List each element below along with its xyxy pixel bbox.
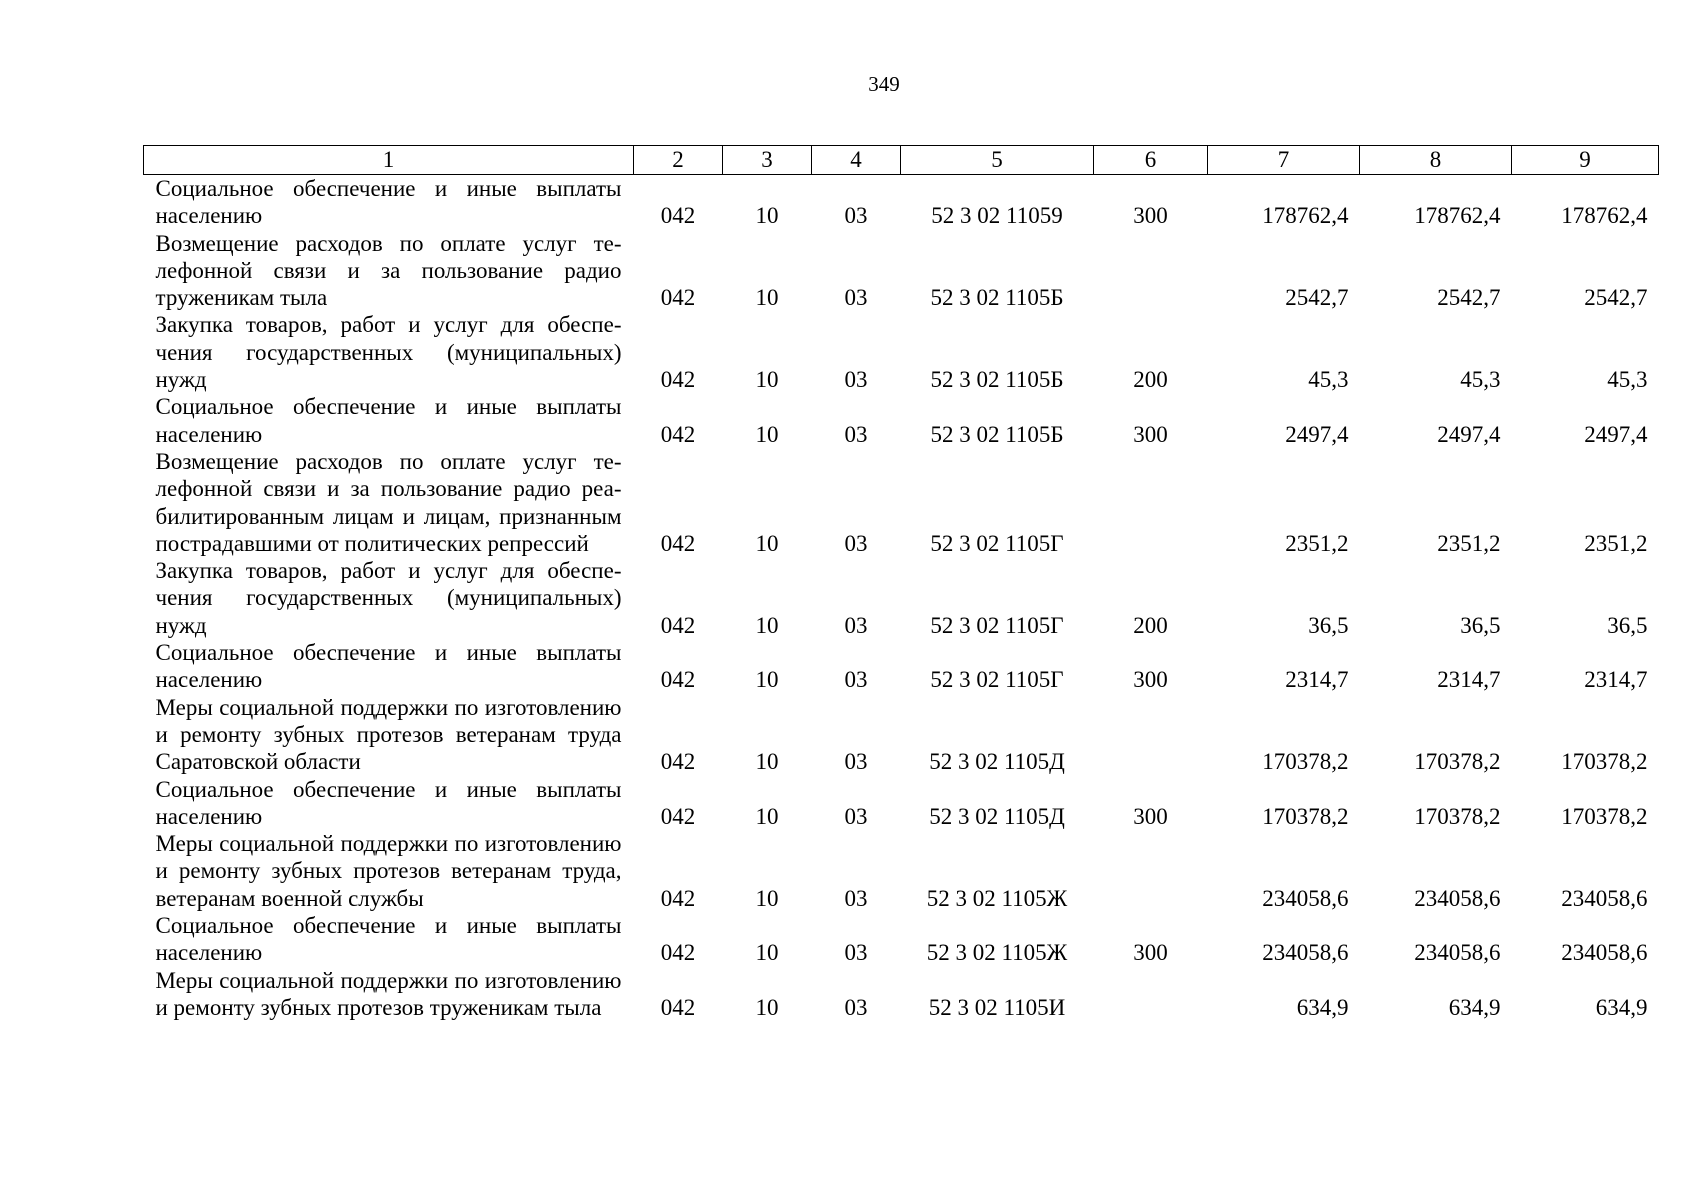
sum-year-2: 234058,6 bbox=[1414, 885, 1501, 911]
target-code: 52 3 02 1105Б bbox=[930, 367, 1064, 393]
admin-code: 042 bbox=[660, 885, 696, 911]
target-code: 52 3 02 1105Д bbox=[929, 749, 1065, 775]
subsection-code: 03 bbox=[844, 530, 868, 556]
subsection-code: 03 bbox=[844, 367, 868, 393]
sum-year-2: 2542,7 bbox=[1437, 285, 1501, 311]
sum-year-1: 234058,6 bbox=[1262, 940, 1349, 966]
expense-name: Меры социальной поддержки по изготовлению и ремонту зубных протезов ветеранам труда, ветеранам военной службы bbox=[155, 831, 622, 911]
table-row bbox=[144, 694, 1659, 776]
sum-year-2: 45,3 bbox=[1460, 367, 1501, 393]
header-col-6: 6 bbox=[1094, 146, 1208, 175]
sum-year-3: 234058,6 bbox=[1561, 885, 1648, 911]
sum-year-1: 178762,4 bbox=[1262, 203, 1349, 229]
target-code: 52 3 02 1105Ж bbox=[926, 885, 1068, 911]
table-row bbox=[144, 776, 1659, 831]
target-code: 52 3 02 1105Г bbox=[930, 530, 1064, 556]
expense-type-code: 300 bbox=[1133, 667, 1168, 693]
sum-year-3: 634,9 bbox=[1595, 994, 1648, 1020]
sum-year-2: 2497,4 bbox=[1437, 421, 1501, 447]
header-col-1: 1 bbox=[144, 146, 634, 175]
header-col-5: 5 bbox=[901, 146, 1094, 175]
sum-year-3: 2314,7 bbox=[1584, 667, 1648, 693]
sum-year-3: 36,5 bbox=[1607, 612, 1648, 638]
expense-type-code: 200 bbox=[1133, 367, 1168, 393]
target-code: 52 3 02 1105Г bbox=[930, 667, 1064, 693]
admin-code: 042 bbox=[660, 803, 696, 829]
expense-type-code bbox=[1094, 448, 1208, 557]
table-row bbox=[144, 393, 1659, 448]
subsection-code: 03 bbox=[844, 203, 868, 229]
expense-name: Возмещение расходов по оплате услуг телефонной связи и за пользование радио реабилитированным лицам и лицам, признанным пострадавшими от политических репрессий bbox=[155, 448, 622, 556]
sum-year-3: 45,3 bbox=[1607, 367, 1648, 393]
sum-year-2: 170378,2 bbox=[1414, 749, 1501, 775]
sum-year-1: 2497,4 bbox=[1285, 421, 1349, 447]
sum-year-3: 170378,2 bbox=[1561, 749, 1648, 775]
sum-year-2: 36,5 bbox=[1460, 612, 1501, 638]
target-code: 52 3 02 1105Б bbox=[930, 285, 1064, 311]
expense-type-code bbox=[1094, 830, 1208, 912]
subsection-code: 03 bbox=[844, 421, 868, 447]
page-number: 349 bbox=[868, 72, 900, 96]
sum-year-1: 234058,6 bbox=[1262, 885, 1349, 911]
expense-type-code: 200 bbox=[1133, 612, 1168, 638]
section-code: 10 bbox=[755, 885, 779, 911]
sum-year-1: 634,9 bbox=[1296, 994, 1349, 1020]
table-row bbox=[144, 912, 1659, 967]
sum-year-2: 2314,7 bbox=[1437, 667, 1501, 693]
sum-year-1: 2314,7 bbox=[1285, 667, 1349, 693]
table-row bbox=[144, 311, 1659, 393]
expense-name: Меры социальной поддержки по изготовлению и ремонту зубных протезов труженикам тыла bbox=[155, 967, 622, 1020]
section-code: 10 bbox=[755, 667, 779, 693]
target-code: 52 3 02 1105Ж bbox=[926, 940, 1068, 966]
subsection-code: 03 bbox=[844, 994, 868, 1020]
admin-code: 042 bbox=[660, 285, 696, 311]
subsection-code: 03 bbox=[844, 803, 868, 829]
header-col-8: 8 bbox=[1360, 146, 1512, 175]
table-row bbox=[144, 639, 1659, 694]
subsection-code: 03 bbox=[844, 667, 868, 693]
sum-year-2: 170378,2 bbox=[1414, 803, 1501, 829]
subsection-code: 03 bbox=[844, 885, 868, 911]
expense-type-code: 300 bbox=[1133, 203, 1168, 229]
sum-year-1: 45,3 bbox=[1308, 367, 1349, 393]
expense-name: Социальное обеспечение и иные выплаты населению bbox=[155, 913, 622, 966]
table-row bbox=[144, 967, 1659, 1022]
sum-year-1: 2542,7 bbox=[1285, 285, 1349, 311]
target-code: 52 3 02 1105Д bbox=[929, 803, 1065, 829]
sum-year-3: 2351,2 bbox=[1584, 530, 1648, 556]
admin-code: 042 bbox=[660, 530, 696, 556]
table-row bbox=[144, 230, 1659, 312]
expense-name: Социальное обеспечение и иные выплаты населению bbox=[155, 776, 622, 829]
table-row bbox=[144, 175, 1659, 230]
expense-name: Закупка товаров, работ и услуг для обеспечения государственных (муниципальных) нужд bbox=[155, 558, 622, 638]
expense-type-code bbox=[1094, 230, 1208, 312]
header-col-7: 7 bbox=[1208, 146, 1360, 175]
admin-code: 042 bbox=[660, 612, 696, 638]
sum-year-3: 234058,6 bbox=[1561, 940, 1648, 966]
sum-year-2: 634,9 bbox=[1448, 994, 1501, 1020]
section-code: 10 bbox=[755, 749, 779, 775]
admin-code: 042 bbox=[660, 421, 696, 447]
sum-year-2: 234058,6 bbox=[1414, 940, 1501, 966]
target-code: 52 3 02 1105И bbox=[928, 994, 1066, 1020]
expense-type-code bbox=[1094, 694, 1208, 776]
admin-code: 042 bbox=[660, 667, 696, 693]
sum-year-1: 36,5 bbox=[1308, 612, 1349, 638]
table-row bbox=[144, 557, 1659, 639]
header-col-9: 9 bbox=[1512, 146, 1659, 175]
section-code: 10 bbox=[755, 421, 779, 447]
subsection-code: 03 bbox=[844, 285, 868, 311]
sum-year-2: 2351,2 bbox=[1437, 530, 1501, 556]
expense-type-code: 300 bbox=[1133, 421, 1168, 447]
section-code: 10 bbox=[755, 803, 779, 829]
sum-year-3: 178762,4 bbox=[1561, 203, 1648, 229]
section-code: 10 bbox=[755, 285, 779, 311]
subsection-code: 03 bbox=[844, 940, 868, 966]
expense-name: Меры социальной поддержки по изготовлению и ремонту зубных протезов ветеранам труда Саратовской области bbox=[155, 694, 622, 775]
target-code: 52 3 02 1105Б bbox=[930, 421, 1064, 447]
sum-year-1: 170378,2 bbox=[1262, 803, 1349, 829]
admin-code: 042 bbox=[660, 940, 696, 966]
section-code: 10 bbox=[755, 203, 779, 229]
expense-name: Социальное обеспечение и иные выплаты населению bbox=[155, 176, 622, 229]
expense-name: Социальное обеспечение и иные выплаты населению bbox=[155, 394, 622, 447]
section-code: 10 bbox=[755, 367, 779, 393]
sum-year-3: 2542,7 bbox=[1584, 285, 1648, 311]
table-row bbox=[144, 830, 1659, 912]
section-code: 10 bbox=[755, 530, 779, 556]
expense-name: Закупка товаров, работ и услуг для обеспечения государственных (муниципальных) нужд bbox=[155, 312, 622, 393]
table-row bbox=[144, 448, 1659, 557]
subsection-code: 03 bbox=[844, 749, 868, 775]
header-col-4: 4 bbox=[812, 146, 901, 175]
header-col-3: 3 bbox=[723, 146, 812, 175]
admin-code: 042 bbox=[660, 203, 696, 229]
sum-year-3: 170378,2 bbox=[1561, 803, 1648, 829]
header-row bbox=[144, 146, 1659, 175]
header-col-2: 2 bbox=[634, 146, 723, 175]
admin-code: 042 bbox=[660, 749, 696, 775]
budget-table bbox=[143, 145, 1659, 1021]
sum-year-1: 170378,2 bbox=[1262, 749, 1349, 775]
section-code: 10 bbox=[755, 940, 779, 966]
expense-type-code: 300 bbox=[1133, 940, 1168, 966]
table-body bbox=[144, 175, 1659, 1022]
section-code: 10 bbox=[755, 994, 779, 1020]
expense-name: Социальное обеспечение и иные выплаты населению bbox=[155, 640, 622, 693]
target-code: 52 3 02 11059 bbox=[931, 203, 1063, 229]
target-code: 52 3 02 1105Г bbox=[930, 612, 1064, 638]
sum-year-3: 2497,4 bbox=[1584, 421, 1648, 447]
admin-code: 042 bbox=[660, 367, 696, 393]
sum-year-1: 2351,2 bbox=[1285, 530, 1349, 556]
expense-type-code: 300 bbox=[1133, 803, 1168, 829]
expense-type-code bbox=[1094, 967, 1208, 1022]
subsection-code: 03 bbox=[844, 612, 868, 638]
expense-name: Возмещение расходов по оплате услуг телефонной связи и за пользование радио труженикам тыла bbox=[155, 230, 622, 311]
admin-code: 042 bbox=[660, 994, 696, 1020]
sum-year-2: 178762,4 bbox=[1414, 203, 1501, 229]
section-code: 10 bbox=[755, 612, 779, 638]
